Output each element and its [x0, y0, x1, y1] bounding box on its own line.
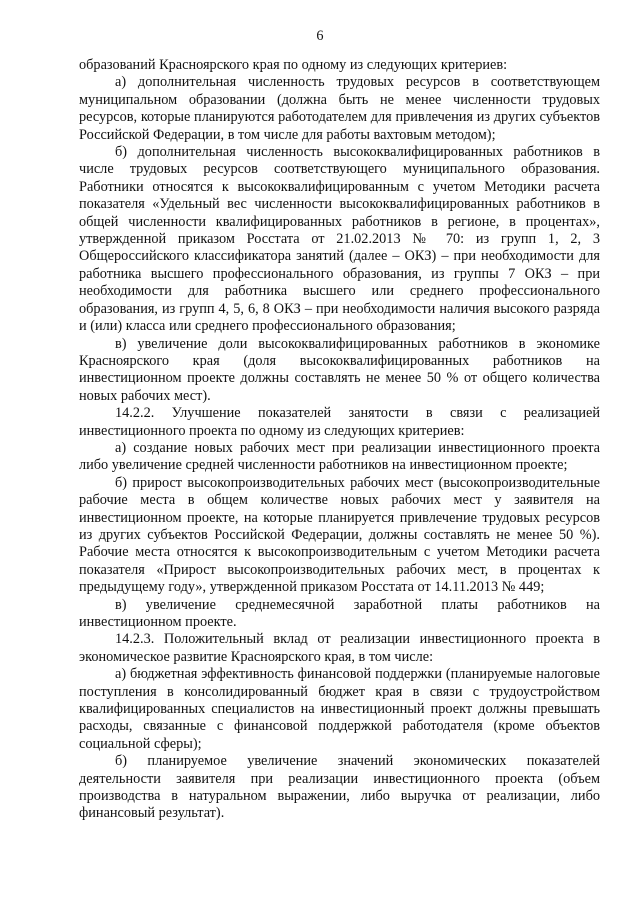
paragraph-criterion-v: в) увеличение доли высококвалифицированных работников в экономике Красноярского края (доля высококвалифицированных работников на инвестиционном проекте должны составлять не менее 50 % от общего количества новых рабочих мест).: [79, 335, 600, 404]
paragraph-contribution-a: а) бюджетная эффективность финансовой поддержки (планируемые налоговые поступления в консолидированный бюджет края в связи с трудоустройством квалифицированных специалистов на инвестиционный проект должны превышать расходы, связанные с финансовой поддержкой работодателя (кроме объектов социальной сферы);: [79, 666, 600, 752]
paragraph-contribution-b: б) планируемое увеличение значений экономических показателей деятельности заявителя при реализации инвестиционного проекта (объем производства в натуральном выражении, либо выручка от реализации, либо финансовый результат).: [79, 753, 600, 822]
paragraph-section-14-2-3: 14.2.3. Положительный вклад от реализации инвестиционного проекта в экономическое развитие Красноярского края, в том числе:: [79, 631, 600, 665]
paragraph-employment-a: а) создание новых рабочих мест при реализации инвестиционного проекта либо увеличение средней численности работников на инвестиционном проекте;: [79, 439, 600, 474]
paragraph-criterion-b: б) дополнительная численность высококвалифицированных работников в числе трудовых ресурсов соответствующего муниципального образования. Работники относятся к высококвалифицированным с учетом Методики расчета показателя «Удельный вес численности высококвалифицированных работников в общей численности квалифицированных работников в регионе, в процентах», утвержденной приказом Росстата от 21.02.2013 № 70: из групп 1, 2, 3 Общероссийского классификатора занятий (далее – ОКЗ) – при необходимости для работника высшего профессионального образования, из группы 7 ОКЗ – при необходимости для работника высшего или среднего профессионального образования, из групп 4, 5, 6, 8 ОКЗ – при необходимости наличия высокого разряда и (или) класса или среднего профессионального образования;: [79, 144, 600, 335]
paragraph-intro-continuation: образований Красноярского края по одному из следующих критериев:: [79, 57, 508, 73]
document-body: [79, 57, 600, 823]
paragraph-criterion-a: а) дополнительная численность трудовых ресурсов в соответствующем муниципальном образовании (должна быть не менее численности трудовых ресурсов, которые планируются работодателем для привлечения из других субъектов Российской Федерации, в том числе для работы вахтовым методом);: [79, 74, 600, 143]
paragraph-section-14-2-2: 14.2.2. Улучшение показателей занятости в связи с реализацией инвестиционного проекта по одному из следующих критериев:: [79, 405, 600, 439]
paragraph-employment-v: в) увеличение среднемесячной заработной платы работников на инвестиционном проекте.: [79, 596, 600, 630]
page-number: 6: [316, 28, 324, 44]
paragraph-employment-b: б) прирост высокопроизводительных рабочих мест (высокопроизводительные рабочие места в общем количестве новых рабочих мест у заявителя на инвестиционном проекте, на которые планируется привлечение трудовых ресурсов из других субъектов Российской Федерации, должны составлять не менее 50 %). Рабочие места относятся к высокопроизводительным с учетом Методики расчета показателя «Прирост высокопроизводительных рабочих мест, в процентах к предыдущему году», утвержденной приказом Росстата от 14.11.2013 № 449;: [79, 474, 600, 596]
